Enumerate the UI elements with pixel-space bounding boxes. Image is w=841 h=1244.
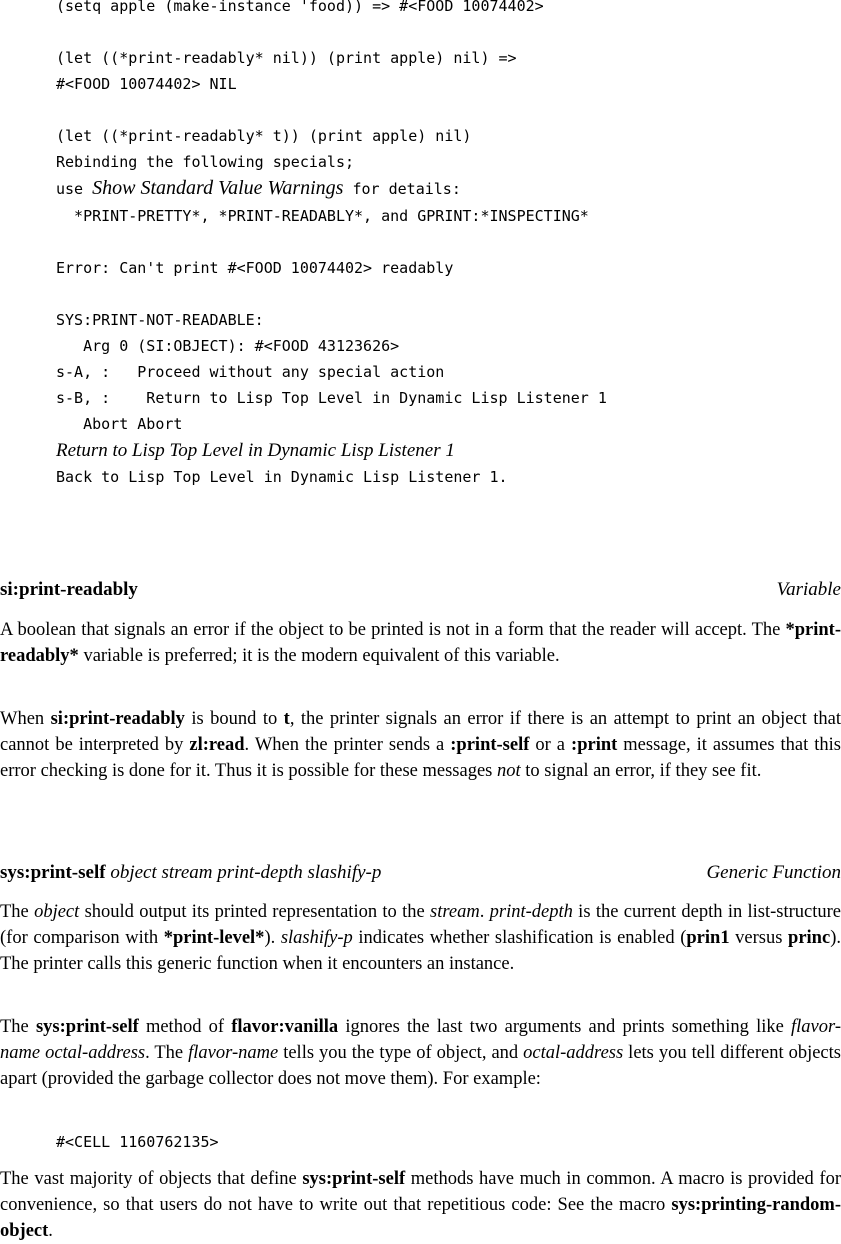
code-italic-line: Return to Lisp Top Level in Dynamic Lisp Listener 1 [56,440,455,461]
paragraph: A boolean that signals an error if the object to be printed is not in a form that the reader will accept. The *print-readably* variable is preferred; it is the modern equivalent of this variable. [0,620,841,666]
entry-name: si:print-readably [0,579,138,600]
code-line: Arg 0 (SI:OBJECT): #<FOOD 43123626> [56,337,400,355]
entry-heading [0,862,841,884]
code-line: *PRINT-PRETTY*, *PRINT-READABLY*, and GPRINT:*INSPECTING* [56,207,589,225]
code-text: for details: [343,180,461,198]
paragraph: The vast majority of objects that define sys:print-self methods have much in common. A macro is provided for convenience, so that users do not have to write out that repetitious code: See the macro sys:printing-random-object. [0,1169,841,1241]
code-line: SYS:PRINT-NOT-READABLE: [56,311,264,329]
code-line: Error: Can't print #<FOOD 10074402> readably [56,259,454,277]
code-example: #<CELL 1160762135> [56,1133,219,1151]
code-line: (let ((*print-readably* nil)) (print apple) nil) => [56,49,517,67]
code-line: (setq apple (make-instance 'food)) => #<FOOD 10074402> [56,0,544,15]
entry-signature [0,862,381,884]
entry-name: sys:print-self [0,862,106,883]
code-line: Back to Lisp Top Level in Dynamic Lisp Listener 1. [56,468,508,486]
code-line: #<FOOD 10074402> NIL [56,75,237,93]
code-text: use [56,180,93,198]
code-line: s-A, : Proceed without any special action [56,363,445,381]
paragraph: The sys:print-self method of flavor:vanilla ignores the last two arguments and prints something like flavor-name octal-address. The flavor-name tells you the type of object, and octal-address lets you tell different objects apart (provided the garbage collector does not move them). For example: [0,1017,841,1089]
entry-kind: Variable [776,579,841,600]
entry-heading [0,579,841,601]
code-italic-text: Show Standard Value Warnings [92,177,344,199]
code-line [56,177,461,200]
paragraph: The object should output its printed representation to the stream. print-depth is the current depth in list-structure (for comparison with *print-level*). slashify-p indicates whether slashification is enabled (prin1 versus princ). The printer calls this generic function when it encounters an instance. [0,902,841,974]
entry-args: object stream print-depth slashify-p [110,862,382,883]
code-line: s-B, : Return to Lisp Top Level in Dynamic Lisp Listener 1 [56,389,607,407]
code-line: Abort Abort [56,415,183,433]
code-line: (let ((*print-readably* t)) (print apple) nil) [56,127,472,145]
paragraph: When si:print-readably is bound to t, the printer signals an error if there is an attempt to print an object that cannot be interpreted by zl:read. When the printer sends a :print-self or a :print message, it assumes that this error checking is done for it. Thus it is possible for these messages not to signal an error, if they see fit. [0,709,841,781]
code-line: Rebinding the following specials; [56,153,355,171]
entry-kind: Generic Function [706,862,841,883]
